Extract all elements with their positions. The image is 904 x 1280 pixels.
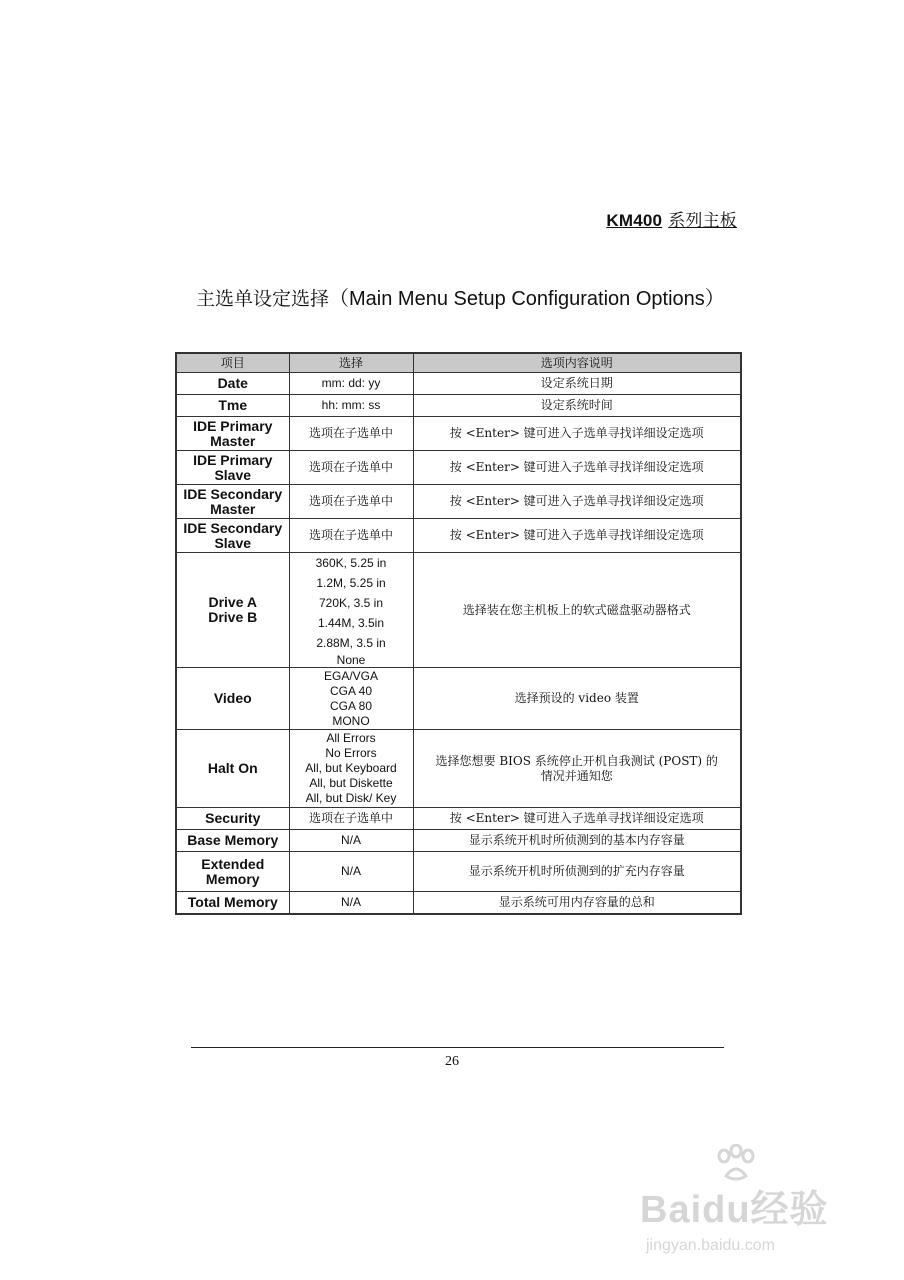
row-choice: 选项在子选单中 bbox=[289, 417, 413, 451]
row-description bbox=[413, 730, 741, 808]
row-description: 按 <Enter> 键可进入子选单寻找详细设定选项 bbox=[413, 519, 741, 553]
watermark-brand: Baidu经验 bbox=[640, 1189, 829, 1231]
column-header-choice: 选择 bbox=[289, 353, 413, 373]
description-line: 选择您想要 BIOS 系统停止开机自我测试 (POST) 的 bbox=[435, 753, 718, 768]
header-model: KM400 bbox=[606, 211, 663, 230]
row-description: 选择装在您主机板上的软式磁盘驱动器格式 bbox=[413, 553, 741, 668]
row-choice: mm: dd: yy bbox=[289, 373, 413, 395]
row-choice: 选项在子选单中 bbox=[289, 519, 413, 553]
choice-option: All, but Diskette bbox=[309, 776, 393, 790]
title-english: （Main Menu Setup Configuration Options） bbox=[329, 288, 725, 310]
choice-option: 2.88M, 3.5 in bbox=[316, 636, 386, 650]
row-description: 显示系统开机时所侦测到的基本内存容量 bbox=[413, 830, 741, 852]
column-header-description: 选项内容说明 bbox=[413, 353, 741, 373]
row-choice bbox=[289, 553, 413, 668]
table-row bbox=[176, 519, 741, 553]
row-description: 按 <Enter> 键可进入子选单寻找详细设定选项 bbox=[413, 451, 741, 485]
row-choice: hh: mm: ss bbox=[289, 395, 413, 417]
row-item: IDE Primary Master bbox=[176, 417, 289, 451]
row-item: Security bbox=[176, 808, 289, 830]
column-header-item: 项目 bbox=[176, 353, 289, 373]
row-item: Extended Memory bbox=[176, 852, 289, 892]
choice-option: CGA 40 bbox=[329, 683, 373, 698]
row-item: Total Memory bbox=[176, 892, 289, 914]
table-header-row bbox=[176, 353, 741, 373]
options-table bbox=[175, 352, 742, 915]
row-item: Halt On bbox=[176, 730, 289, 808]
table-row bbox=[176, 451, 741, 485]
footer-divider bbox=[191, 1047, 724, 1048]
choice-option: CGA 80 bbox=[329, 698, 373, 713]
row-item: IDE Secondary Slave bbox=[176, 519, 289, 553]
row-item bbox=[176, 553, 289, 668]
row-description: 显示系统可用内存容量的总和 bbox=[413, 892, 741, 914]
choice-option: None bbox=[336, 653, 366, 667]
baidu-watermark bbox=[640, 1150, 860, 1254]
row-choice: N/A bbox=[289, 892, 413, 914]
description-line: 情况并通知您 bbox=[540, 768, 613, 783]
row-description: 选择预设的 video 装置 bbox=[413, 668, 741, 730]
table-row bbox=[176, 892, 741, 914]
row-choice: 选项在子选单中 bbox=[289, 808, 413, 830]
row-choice: 选项在子选单中 bbox=[289, 485, 413, 519]
paw-logo-icon bbox=[714, 1144, 760, 1184]
choice-option: EGA/VGA bbox=[323, 668, 379, 683]
title-chinese: 主选单设定选择 bbox=[196, 288, 330, 310]
choice-option: All Errors bbox=[326, 731, 376, 745]
row-description: 按 <Enter> 键可进入子选单寻找详细设定选项 bbox=[413, 808, 741, 830]
choice-option: MONO bbox=[332, 713, 370, 728]
choice-option: 360K, 5.25 in bbox=[315, 556, 387, 570]
row-choice bbox=[289, 668, 413, 730]
row-item: Date bbox=[176, 373, 289, 395]
row-item: Video bbox=[176, 668, 289, 730]
table-row bbox=[176, 417, 741, 451]
document-header bbox=[606, 206, 737, 231]
drive-a-label: Drive A bbox=[208, 594, 257, 610]
row-description: 设定系统时间 bbox=[413, 395, 741, 417]
choice-option: 1.44M, 3.5in bbox=[317, 616, 385, 630]
page-title bbox=[196, 282, 725, 311]
row-choice: 选项在子选单中 bbox=[289, 451, 413, 485]
choice-option: All, but Keyboard bbox=[305, 761, 397, 775]
table-row bbox=[176, 852, 741, 892]
table-row bbox=[176, 668, 741, 730]
row-item: Tme bbox=[176, 395, 289, 417]
header-series: 系列主板 bbox=[668, 211, 737, 231]
choice-option: All, but Disk/ Key bbox=[305, 791, 397, 805]
table-row bbox=[176, 485, 741, 519]
row-description: 按 <Enter> 键可进入子选单寻找详细设定选项 bbox=[413, 485, 741, 519]
row-description: 按 <Enter> 键可进入子选单寻找详细设定选项 bbox=[413, 417, 741, 451]
watermark-url: jingyan.baidu.com bbox=[646, 1237, 775, 1254]
page-number: 26 bbox=[445, 1054, 459, 1069]
row-item: Base Memory bbox=[176, 830, 289, 852]
drive-b-label: Drive B bbox=[208, 609, 258, 625]
choice-option: 720K, 3.5 in bbox=[318, 596, 384, 610]
choice-option: 1.2M, 5.25 in bbox=[316, 576, 386, 590]
row-choice: N/A bbox=[289, 852, 413, 892]
row-item: IDE Secondary Master bbox=[176, 485, 289, 519]
table-row bbox=[176, 808, 741, 830]
row-choice bbox=[289, 730, 413, 808]
table-row bbox=[176, 730, 741, 808]
table-row bbox=[176, 373, 741, 395]
table-row bbox=[176, 830, 741, 852]
table-row bbox=[176, 395, 741, 417]
row-choice: N/A bbox=[289, 830, 413, 852]
row-description: 显示系统开机时所侦测到的扩充内存容量 bbox=[413, 852, 741, 892]
table-row bbox=[176, 553, 741, 668]
choice-option: No Errors bbox=[325, 746, 377, 760]
row-item: IDE Primary Slave bbox=[176, 451, 289, 485]
row-description: 设定系统日期 bbox=[413, 373, 741, 395]
